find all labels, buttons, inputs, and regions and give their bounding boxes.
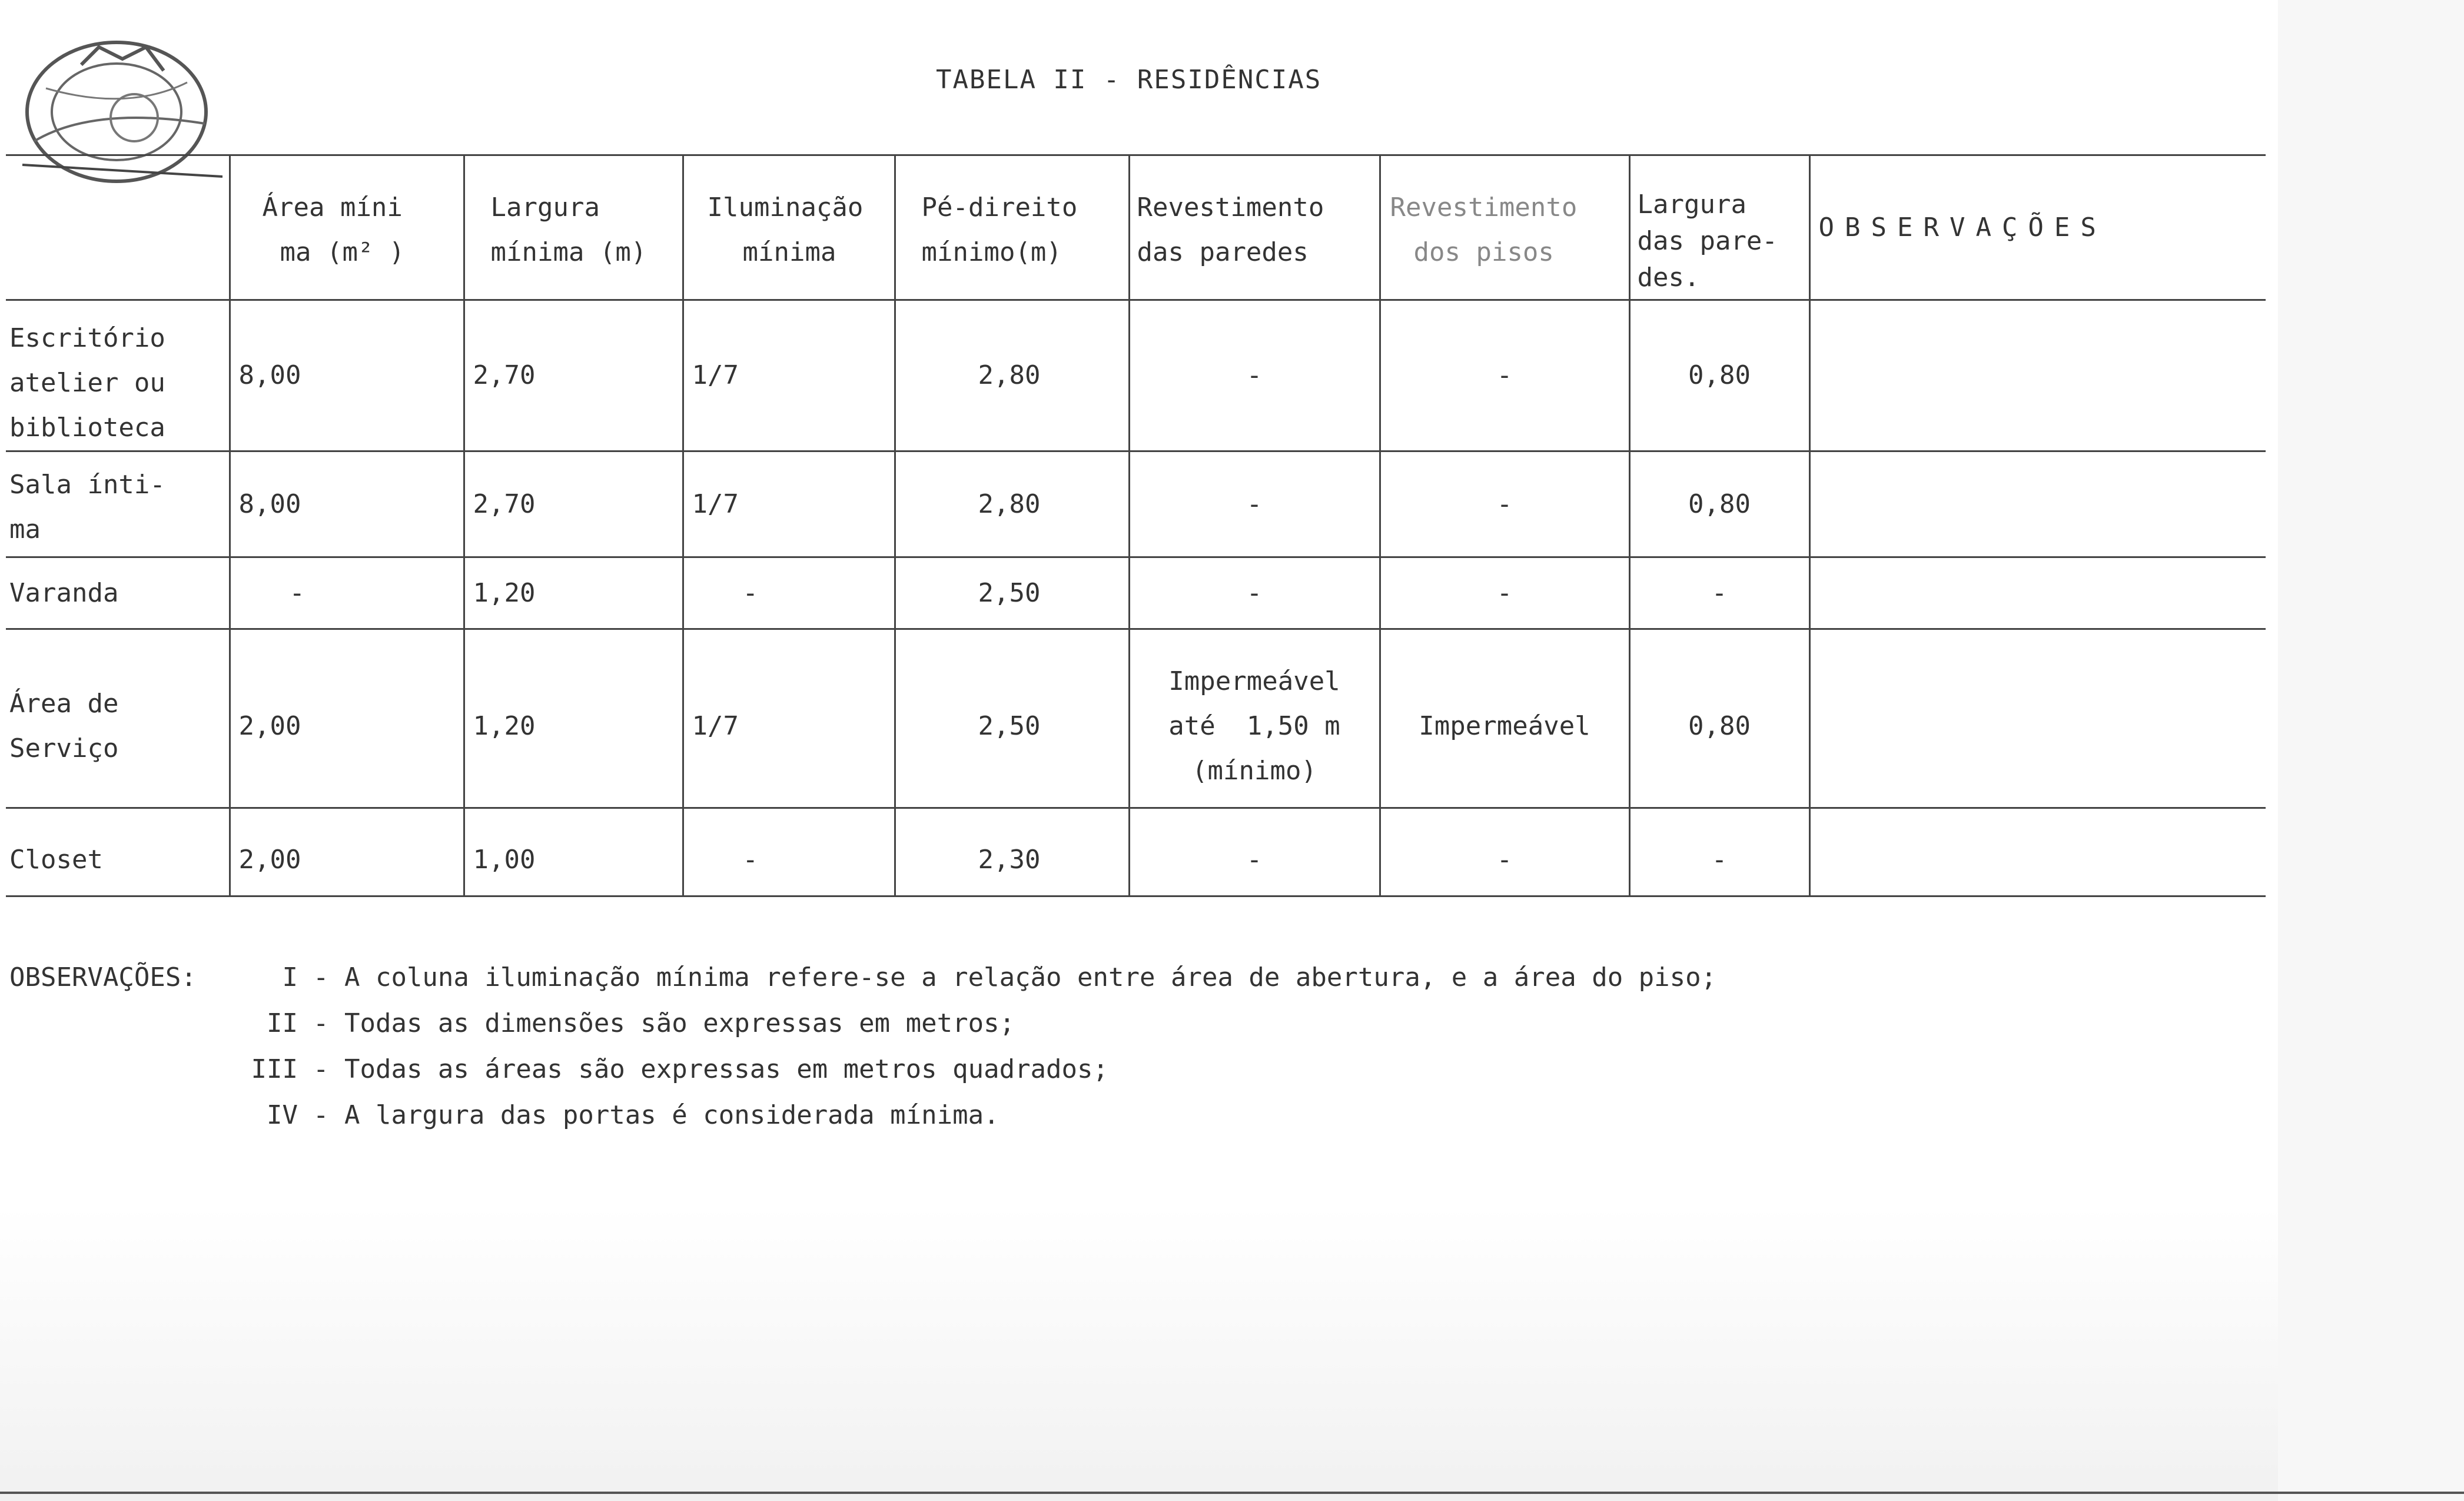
largura-paredes-cell: - [1629,808,1809,896]
largura-paredes-cell: - [1629,557,1809,629]
largura-cell: 1,20 [464,557,683,629]
area-cell: 2,00 [230,629,464,808]
pe-direito-cell: 2,50 [895,629,1129,808]
page-title: TABELA II - RESIDÊNCIAS [936,65,1322,95]
note-dash: - [313,1008,344,1038]
header-largura-minima: Largura mínima (m) [464,155,683,300]
table-row [6,629,2266,808]
rev-pisos-cell: - [1380,451,1629,557]
note-indent [9,1047,251,1092]
header-revestimento-pisos: Revestimento dos pisos [1380,155,1629,300]
note-number: I [282,962,298,992]
rev-paredes-cell: - [1129,300,1380,451]
note-number: IV [267,1100,298,1130]
header-row [6,155,2266,300]
header-revestimento-paredes: Revestimento das paredes [1129,155,1380,300]
area-cell: 8,00 [230,451,464,557]
largura-cell: 2,70 [464,451,683,557]
observacoes-cell [1809,557,2266,629]
rev-pisos-cell: - [1380,808,1629,896]
largura-cell: 2,70 [464,300,683,451]
largura-paredes-cell: 0,80 [1629,451,1809,557]
note-text: A largura das portas é considerada mínima. [344,1100,999,1130]
rev-pisos-cell: - [1380,557,1629,629]
largura-cell: 1,00 [464,808,683,896]
table-row [6,557,2266,629]
note-text: Todas as áreas são expressas em metros quadrados; [344,1054,1109,1084]
iluminacao-cell: 1/7 [683,451,895,557]
room-name: Closet [6,808,230,896]
note-dash: - [313,1054,344,1084]
note-text: A coluna iluminação mínima refere-se a relação entre área de abertura, e a área do piso; [344,962,1717,992]
header-iluminacao-minima: Iluminação mínima [683,155,895,300]
room-name: Sala ínti- ma [6,451,230,557]
table-row [6,451,2266,557]
note-item [9,1092,1716,1138]
observacoes-cell [1809,451,2266,557]
iluminacao-cell: - [683,808,895,896]
note-item [9,1001,1716,1047]
pe-direito-cell: 2,80 [895,451,1129,557]
header-area-minima: Área míni ma (m² ) [230,155,464,300]
area-cell: - [230,557,464,629]
residences-table [6,154,2266,897]
header-observacoes: OBSERVAÇÕES [1809,155,2266,300]
rev-pisos-cell: - [1380,300,1629,451]
observacoes-cell [1809,808,2266,896]
note-number: II [267,1008,298,1038]
observacoes-cell [1809,300,2266,451]
rev-paredes-cell: - [1129,451,1380,557]
page-bottom-edge [0,1492,2464,1494]
note-indent [9,1001,251,1047]
note-text: Todas as dimensões são expressas em metros; [344,1008,1015,1038]
header-pe-direito: Pé-direito mínimo(m) [895,155,1129,300]
iluminacao-cell: - [683,557,895,629]
pe-direito-cell: 2,50 [895,557,1129,629]
pe-direito-cell: 2,30 [895,808,1129,896]
rev-pisos-cell: Impermeável [1380,629,1629,808]
iluminacao-cell: 1/7 [683,629,895,808]
table-row [6,300,2266,451]
room-name: Escritório atelier ou biblioteca [6,300,230,451]
note-indent [9,1092,251,1138]
rev-paredes-cell: - [1129,557,1380,629]
pe-direito-cell: 2,80 [895,300,1129,451]
rev-paredes-cell: - [1129,808,1380,896]
header-largura-paredes: Largura das pare- des. [1629,155,1809,300]
notes-label: OBSERVAÇÕES: [9,962,197,992]
iluminacao-cell: 1/7 [683,300,895,451]
note-dash: - [313,962,344,992]
area-cell: 8,00 [230,300,464,451]
area-cell: 2,00 [230,808,464,896]
note-item [9,1047,1716,1092]
note-number: III [251,1054,298,1084]
note-dash: - [313,1100,344,1130]
largura-paredes-cell: 0,80 [1629,300,1809,451]
room-name: Área de Serviço [6,629,230,808]
observacoes-cell [1809,629,2266,808]
rev-paredes-cell: Impermeável até 1,50 m (mínimo) [1129,629,1380,808]
largura-paredes-cell: 0,80 [1629,629,1809,808]
note-item [9,955,1716,1001]
room-name: Varanda [6,557,230,629]
table-row [6,808,2266,896]
page-shading [0,1207,2278,1501]
largura-cell: 1,20 [464,629,683,808]
page-edge [2278,0,2464,1501]
header-room [6,155,230,300]
observations-notes [9,955,1716,1138]
